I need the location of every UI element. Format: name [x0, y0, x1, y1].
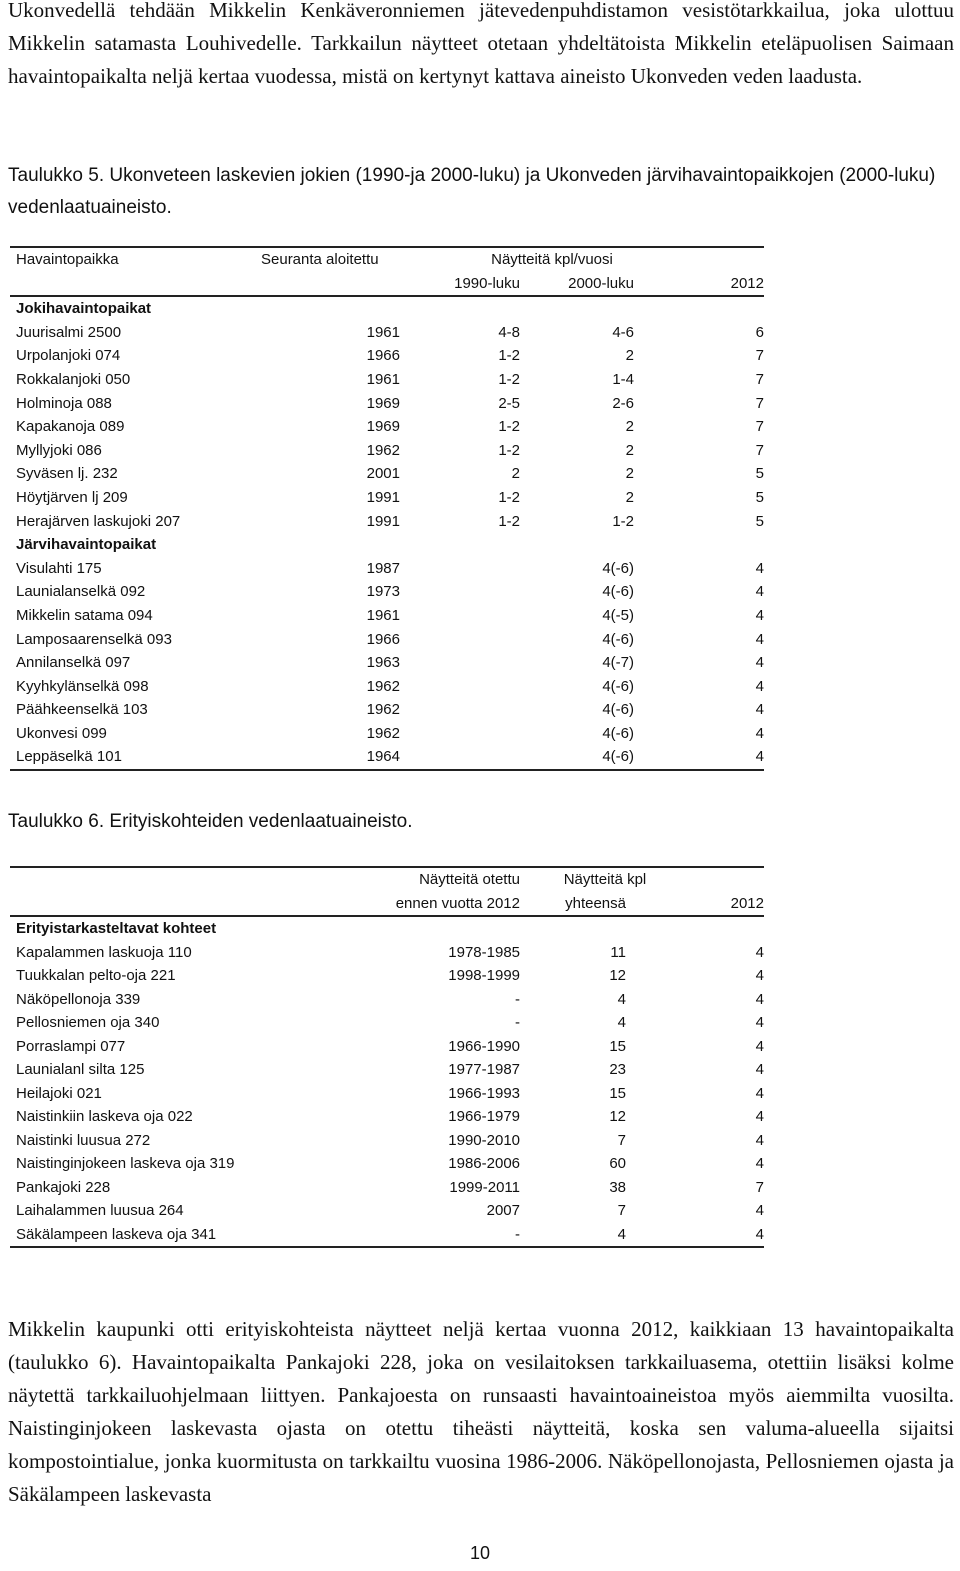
cell-2012: 4 — [755, 1155, 764, 1172]
cell-2012: 6 — [755, 323, 764, 341]
cell-2012: 4 — [755, 1061, 764, 1078]
cell-place: Heilajoki 021 — [16, 1084, 102, 1102]
cell-started: 1991 — [366, 488, 400, 506]
cell-place: Myllyjoki 086 — [16, 441, 102, 459]
cell-total: 12 — [609, 1108, 626, 1125]
cell-2012: 4 — [755, 701, 764, 719]
cell-1990 — [400, 651, 520, 675]
cell-2012: 5 — [755, 512, 764, 530]
cell-place: Syväsen lj. 232 — [16, 465, 118, 483]
cell-place: Lamposaarenselkä 093 — [16, 630, 172, 648]
cell-2012: 4 — [755, 1037, 764, 1055]
header-1990: 1990-luku — [400, 272, 520, 297]
cell-1990: 1-2 — [498, 347, 520, 365]
table-row — [10, 988, 764, 1012]
header-started: Seuranta aloitettu — [261, 251, 379, 268]
cell-1990: 4-8 — [498, 323, 520, 341]
cell-1990 — [400, 675, 520, 699]
cell-place: Ukonvesi 099 — [16, 724, 107, 742]
cell-total: 7 — [617, 1202, 626, 1219]
cell-2000: 1-2 — [612, 512, 634, 530]
cell-total: 38 — [609, 1178, 626, 1196]
header-2012: 2012 — [640, 892, 764, 917]
cell-2012: 4 — [755, 943, 764, 961]
cell-total: 11 — [610, 943, 626, 961]
cell-1990: 2-5 — [498, 394, 520, 412]
table-row — [10, 510, 764, 534]
table-row — [10, 1176, 764, 1200]
cell-2012: 4 — [755, 1202, 764, 1219]
cell-2000: 4(-5) — [602, 606, 634, 624]
cell-2000: 4(-6) — [602, 724, 634, 742]
table6 — [10, 866, 764, 1248]
cell-place: Naistinkiin laskeva oja 022 — [16, 1108, 193, 1125]
cell-2012: 4 — [755, 559, 764, 577]
table5-header-row-1 — [10, 247, 764, 272]
cell-1990 — [400, 745, 520, 770]
header-taken-line1: Näytteitä otettu — [419, 871, 520, 888]
cell-taken-period: 1977-1987 — [448, 1061, 520, 1078]
cell-2012: 4 — [755, 583, 764, 601]
cell-place: Naistinginjokeen laskeva oja 319 — [16, 1155, 235, 1172]
cell-2012: 7 — [755, 441, 764, 459]
cell-2000: 4(-6) — [602, 559, 634, 577]
table6-header-row-1 — [10, 867, 764, 892]
cell-place: Herajärven laskujoki 207 — [16, 512, 181, 530]
group-title: Jokihavaintopaikat — [16, 300, 152, 318]
cell-started: 1963 — [366, 654, 400, 672]
cell-place: Juurisalmi 2500 — [16, 323, 122, 341]
table-row — [10, 698, 764, 722]
cell-place: Rokkalanjoki 050 — [16, 370, 131, 388]
cell-started: 1964 — [366, 748, 400, 766]
cell-1990 — [400, 557, 520, 581]
header-taken-line2: ennen vuotta 2012 — [300, 892, 520, 917]
cell-started: 1961 — [366, 323, 400, 341]
cell-place: Pankajoki 228 — [16, 1178, 111, 1196]
cell-2012: 4 — [755, 654, 764, 672]
cell-2012: 4 — [755, 1225, 764, 1243]
cell-taken-period: 1966-1990 — [448, 1037, 520, 1055]
cell-2012: 4 — [755, 677, 764, 695]
table-row — [10, 415, 764, 439]
cell-2012: 4 — [755, 1108, 764, 1125]
table-row — [10, 604, 764, 628]
table-row — [10, 486, 764, 510]
cell-1990: 1-2 — [498, 441, 520, 459]
cell-2012: 4 — [755, 748, 764, 766]
table-row — [10, 462, 764, 486]
cell-2012: 4 — [755, 1131, 764, 1149]
cell-started: 1966 — [366, 630, 400, 648]
cell-1990: 2 — [511, 465, 520, 483]
table-row — [10, 1035, 764, 1059]
cell-started: 1991 — [366, 512, 400, 530]
table-row — [10, 1223, 764, 1248]
outro-paragraph: Mikkelin kaupunki otti erityiskohteista näytteet neljä kertaa vuonna 2012, kaikkiaan 13 havaintopaikalta (taulukko 6). Havaintopaikalta Pankajoki 228, joka on vesilaitoksen tarkkailuasema, otettiin lisäksi kolme näytettä tarkkailuohjelmaan liittyen. Pankajoesta on runsaasti havaintoaineistoa myös aiemmilta vuosilta. Naistinginjokeen laskevasta ojasta on otettu tiheästi näytteitä, koska sen valuma-alueella sijaitsi kompostointialue, jonka kuormitusta on tarkkailtu vuosina 1986-2006. Näköpellonojasta, Pellosniemen ojasta ja Säkälampeen laskevasta — [8, 1317, 954, 1506]
cell-place: Kapalammen laskuoja 110 — [16, 943, 192, 961]
header-2012: 2012 — [640, 272, 764, 297]
cell-2012: 4 — [755, 606, 764, 624]
cell-2012: 5 — [755, 465, 764, 483]
group-row — [10, 533, 764, 557]
table-row — [10, 368, 764, 392]
cell-taken-period: 1966-1993 — [448, 1084, 520, 1102]
cell-taken-period: 1986-2006 — [448, 1155, 520, 1172]
cell-2000: 2 — [625, 488, 634, 506]
cell-1990: 1-2 — [498, 418, 520, 436]
cell-place: Kapakanoja 089 — [16, 418, 125, 436]
cell-2012: 4 — [755, 724, 764, 742]
table-row — [10, 1152, 764, 1176]
header-samples: Näytteitä kpl/vuosi — [491, 251, 613, 268]
cell-2012: 4 — [755, 1014, 764, 1031]
group-title: Järvihavaintopaikat — [16, 536, 157, 554]
cell-2012: 7 — [755, 370, 764, 388]
cell-taken-period: 1999-2011 — [449, 1178, 520, 1196]
group-row — [10, 916, 764, 941]
group-row — [10, 296, 764, 321]
cell-2000: 4(-6) — [602, 583, 634, 601]
cell-taken-period: 1978-1985 — [448, 943, 520, 961]
cell-1990 — [400, 580, 520, 604]
cell-place: Leppäselkä 101 — [16, 748, 122, 766]
cell-2000: 2 — [625, 347, 634, 365]
table-row — [10, 392, 764, 416]
cell-started: 1969 — [366, 394, 400, 412]
cell-started: 1966 — [366, 347, 400, 365]
table-row — [10, 1082, 764, 1106]
cell-total: 4 — [617, 1014, 626, 1031]
cell-place: Launialanselkä 092 — [16, 583, 146, 601]
table-row — [10, 439, 764, 463]
table-row — [10, 1058, 764, 1082]
cell-2000: 1-4 — [612, 370, 634, 388]
cell-2000: 4(-6) — [602, 701, 634, 719]
cell-total: 7 — [617, 1131, 626, 1149]
cell-total: 15 — [609, 1037, 626, 1055]
cell-2000: 2 — [625, 418, 634, 436]
cell-2012: 4 — [755, 630, 764, 648]
table6-caption: Taulukko 6. Erityiskohteiden vedenlaatuaineisto. — [8, 811, 413, 832]
table-row — [10, 321, 764, 345]
cell-1990 — [400, 722, 520, 746]
cell-total: 60 — [609, 1155, 626, 1172]
header-samples-count: Näytteitä kpl — [563, 871, 647, 888]
cell-started: 1961 — [366, 606, 400, 624]
header-total: yhteensä — [520, 892, 640, 917]
cell-place: Holminoja 088 — [16, 394, 112, 412]
header-2000: 2000-luku — [520, 272, 640, 297]
table-row — [10, 1199, 764, 1223]
cell-started: 2001 — [366, 465, 400, 483]
cell-2012: 7 — [755, 1178, 764, 1196]
header-place: Havaintopaikka — [16, 251, 119, 268]
cell-place: Visulahti 175 — [16, 559, 102, 577]
cell-place: Säkälampeen laskeva oja 341 — [16, 1225, 217, 1243]
table6-header-row-2 — [10, 892, 764, 917]
table-row — [10, 344, 764, 368]
cell-total: 12 — [609, 967, 626, 984]
table-row — [10, 722, 764, 746]
cell-taken-period: 1990-2010 — [448, 1131, 520, 1149]
cell-place: Mikkelin satama 094 — [16, 606, 153, 624]
table-row — [10, 941, 764, 965]
cell-1990: 1-2 — [498, 488, 520, 506]
table5 — [10, 246, 764, 771]
table5-header-row-2 — [10, 272, 764, 297]
cell-started: 1962 — [366, 441, 400, 459]
table-row — [10, 1105, 764, 1129]
cell-2012: 7 — [755, 347, 764, 365]
cell-taken-period: - — [515, 1014, 520, 1031]
table-row — [10, 651, 764, 675]
cell-1990: 1-2 — [498, 512, 520, 530]
cell-1990 — [400, 698, 520, 722]
cell-place: Kyyhkylänselkä 098 — [16, 677, 149, 695]
cell-started: 1962 — [366, 677, 400, 695]
cell-started: 1973 — [366, 583, 400, 601]
cell-started: 1987 — [366, 559, 400, 577]
table-row — [10, 675, 764, 699]
cell-total: 4 — [617, 1225, 626, 1243]
cell-place: Pellosniemen oja 340 — [16, 1014, 160, 1031]
cell-started: 1962 — [366, 724, 400, 742]
cell-total: 4 — [617, 990, 626, 1008]
cell-started: 1961 — [366, 370, 400, 388]
cell-2000: 4(-6) — [602, 630, 634, 648]
cell-2000: 4(-6) — [602, 677, 634, 695]
page-number: 10 — [469, 1543, 491, 1563]
cell-place: Näköpellonoja 339 — [16, 990, 141, 1008]
cell-place: Höytjärven lj 209 — [16, 488, 128, 506]
cell-taken-period: - — [515, 1225, 520, 1243]
table-row — [10, 557, 764, 581]
cell-taken-period: 1998-1999 — [448, 967, 520, 984]
cell-2012: 7 — [755, 394, 764, 412]
cell-place: Tuukkalan pelto-oja 221 — [16, 967, 176, 984]
cell-2000: 4(-7) — [602, 654, 634, 672]
table-row — [10, 628, 764, 652]
intro-paragraph: Ukonvedellä tehdään Mikkelin Kenkäveronniemen jätevedenpuhdistamon vesistötarkkailua, joka ulottuu Mikkelin satamasta Louhivedelle. Tarkkailun näytteet otetaan yhdeltätoista Mikkelin eteläpuolisen Saimaan havaintopaikalta neljä kertaa vuodessa, mistä on kertynyt kattava aineisto Ukonveden veden laadusta. — [8, 0, 954, 88]
cell-place: Naistinki luusua 272 — [16, 1131, 151, 1149]
cell-2012: 4 — [755, 967, 764, 984]
cell-total: 15 — [609, 1084, 626, 1102]
table-row — [10, 1129, 764, 1153]
cell-2000: 2 — [625, 465, 634, 483]
table-row — [10, 580, 764, 604]
cell-2000: 2 — [625, 441, 634, 459]
cell-place: Annilanselkä 097 — [16, 654, 131, 672]
cell-taken-period: 2007 — [486, 1202, 520, 1219]
cell-2012: 5 — [755, 488, 764, 506]
table-row — [10, 964, 764, 988]
cell-taken-period: 1966-1979 — [448, 1108, 520, 1125]
cell-place: Laihalammen luusua 264 — [16, 1202, 184, 1219]
table5-caption: Taulukko 5. Ukonveteen laskevien jokien (1990-ja 2000-luku) ja Ukonveden järvihavaintopaikkojen (2000-luku) vedenlaatuaineisto. — [8, 165, 936, 218]
cell-place: Launialanl silta 125 — [16, 1061, 145, 1078]
cell-taken-period: - — [515, 990, 520, 1008]
cell-place: Urpolanjoki 074 — [16, 347, 121, 365]
cell-2000: 4(-6) — [602, 748, 634, 766]
table-row — [10, 1011, 764, 1035]
cell-total: 23 — [609, 1061, 626, 1078]
table-row — [10, 745, 764, 770]
cell-started: 1962 — [366, 701, 400, 719]
cell-1990 — [400, 628, 520, 652]
cell-1990 — [400, 604, 520, 628]
cell-2012: 4 — [755, 1084, 764, 1102]
cell-place: Päähkeenselkä 103 — [16, 701, 148, 719]
cell-2000: 2-6 — [612, 394, 634, 412]
cell-2000: 4-6 — [612, 323, 634, 341]
cell-1990: 1-2 — [498, 370, 520, 388]
cell-2012: 7 — [755, 418, 764, 436]
cell-place: Porraslampi 077 — [16, 1037, 126, 1055]
cell-started: 1969 — [366, 418, 400, 436]
group-title: Erityistarkasteltavat kohteet — [16, 920, 217, 937]
cell-2012: 4 — [755, 990, 764, 1008]
